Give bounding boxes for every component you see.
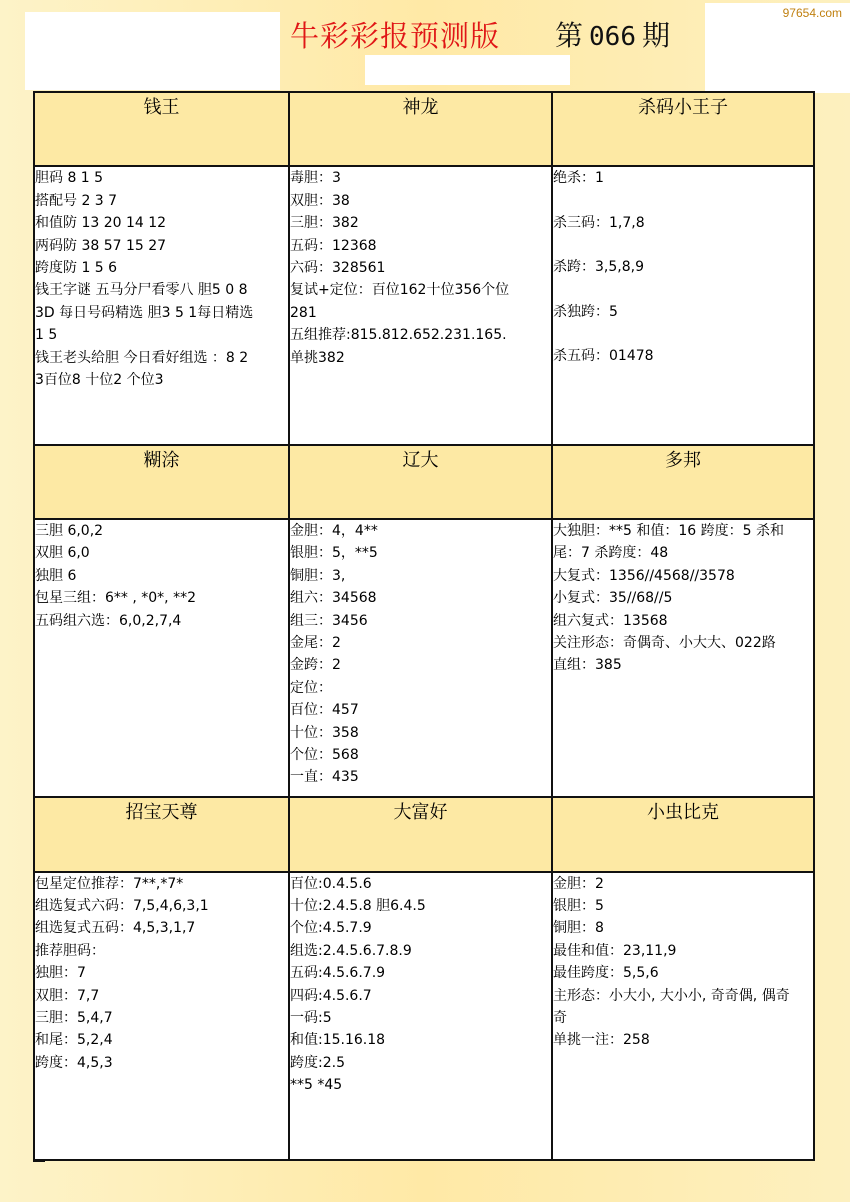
section-title: 大富好 — [289, 797, 552, 871]
section-content — [289, 166, 552, 444]
content-line: 独胆：7 — [35, 965, 86, 982]
content-line: 六码：328561 — [290, 259, 386, 276]
content-line: 双胆 6,0 — [35, 545, 90, 562]
spacer — [553, 234, 813, 256]
section-content — [552, 166, 814, 444]
content-line: 单挑382 — [290, 349, 345, 366]
content-line: 大复式：1356//4568//3578 — [553, 567, 735, 584]
content-line: 单挑一注：258 — [553, 1032, 650, 1049]
section-title: 钱王 — [34, 92, 289, 166]
content-line: 定位： — [290, 679, 332, 696]
content-line: 组六：34568 — [290, 590, 377, 607]
section-content — [289, 519, 552, 797]
content-line: 小复式：35//68//5 — [553, 590, 673, 607]
content-line: 一码:5 — [290, 1010, 332, 1027]
content-line: 个位：568 — [290, 747, 359, 764]
content-line: 和值:15.16.18 — [290, 1032, 386, 1049]
section-content — [34, 872, 289, 1160]
page-title: 牛彩彩报预测版 — [290, 19, 501, 53]
content-line: 银胆：5 — [553, 898, 604, 915]
content-line: 尾：7 杀跨度：48 — [553, 545, 669, 562]
issue-prefix: 第 — [555, 19, 584, 52]
content-line: 包星定位推荐：7**,*7* — [35, 875, 184, 892]
content-line: 五组推荐:815.812.652.231.165. — [290, 327, 507, 344]
content-row — [34, 872, 814, 1160]
section-content — [289, 872, 552, 1160]
content-row — [34, 166, 814, 444]
content-line: 最佳和值：23,11,9 — [553, 942, 677, 959]
content-line: 杀三码：1,7,8 — [553, 214, 645, 231]
content-line: 金尾：2 — [290, 635, 341, 652]
content-line: 铜胆：3, — [290, 567, 346, 584]
section-content — [552, 519, 814, 797]
content-line: 金跨：2 — [290, 657, 341, 674]
spacer — [553, 190, 813, 212]
blank-area-left — [25, 12, 280, 90]
content-line: 组三：3456 — [290, 612, 368, 629]
content-line: 组选:2.4.5.6.7.8.9 — [290, 942, 412, 959]
spacer — [553, 279, 813, 301]
prediction-grid — [33, 91, 815, 1161]
page-edge-mark — [33, 1160, 45, 1168]
content-line: 三胆：5,4,7 — [35, 1010, 113, 1027]
content-line: 独胆 6 — [35, 567, 77, 584]
section-content — [552, 872, 814, 1160]
content-line: 推荐胆码： — [35, 942, 105, 959]
content-line: 1 5 — [35, 327, 58, 344]
content-line: 胆码 8 1 5 — [35, 170, 104, 187]
content-line: 3D 每日号码精选 胆3 5 1每日精选 — [35, 304, 254, 321]
content-line: 金胆：2 — [553, 875, 604, 892]
content-line: 跨度:2.5 — [290, 1054, 345, 1071]
header-row — [34, 92, 814, 166]
content-line: 绝杀：1 — [553, 170, 604, 187]
content-line: 钱王老头给胆 今日看好组选 ：8 2 — [35, 349, 249, 366]
content-line: 个位:4.5.7.9 — [290, 920, 372, 937]
content-line: 钱王字谜 五马分尸看零八 胆5 0 8 — [35, 282, 248, 299]
content-line: 金胆：4，4** — [290, 522, 378, 539]
issue-suffix: 期 — [641, 19, 670, 52]
content-line: 复试+定位：百位162十位356个位 — [290, 282, 510, 299]
content-line: **5 *45 — [290, 1077, 343, 1094]
content-line: 两码防 38 57 15 27 — [35, 237, 167, 254]
content-line: 十位：358 — [290, 724, 359, 741]
section-title: 多邦 — [552, 445, 814, 519]
content-line: 双胆：7,7 — [35, 987, 100, 1004]
content-line: 铜胆：8 — [553, 920, 604, 937]
blank-area-center — [365, 55, 570, 85]
content-line: 3百位8 十位2 个位3 — [35, 372, 164, 388]
section-title: 辽大 — [289, 445, 552, 519]
content-line: 跨度：4,5,3 — [35, 1054, 113, 1071]
content-line: 最佳跨度：5,5,6 — [553, 965, 659, 982]
content-line: 五码：12368 — [290, 237, 377, 254]
content-line: 银胆：5，**5 — [290, 545, 378, 562]
watermark: 97654.com — [782, 6, 842, 20]
section-title: 招宝天尊 — [34, 797, 289, 871]
content-line: 百位：457 — [290, 702, 359, 719]
content-line: 五码组六选：6,0,2,7,4 — [35, 612, 182, 629]
header-row — [34, 445, 814, 519]
content-line: 奇 — [553, 1010, 567, 1027]
section-title: 小虫比克 — [552, 797, 814, 871]
content-line: 大独胆：**5 和值：16 跨度：5 杀和 — [553, 522, 784, 539]
content-line: 组六复式：13568 — [553, 612, 668, 629]
section-title: 神龙 — [289, 92, 552, 166]
content-line: 十位:2.4.5.8 胆6.4.5 — [290, 898, 426, 915]
content-line: 三胆 6,0,2 — [35, 522, 104, 539]
content-line: 跨度防 1 5 6 — [35, 259, 118, 276]
content-line: 五码:4.5.6.7.9 — [290, 965, 386, 982]
section-content — [34, 519, 289, 797]
content-line: 双胆：38 — [290, 192, 350, 209]
content-line: 和尾：5,2,4 — [35, 1032, 113, 1049]
content-line: 四码:4.5.6.7 — [290, 987, 372, 1004]
issue-number: 066 — [589, 22, 636, 52]
content-line: 和值防 13 20 14 12 — [35, 215, 167, 232]
header-row — [34, 797, 814, 871]
content-line: 三胆：382 — [290, 215, 359, 232]
content-row — [34, 519, 814, 797]
section-title: 糊涂 — [34, 445, 289, 519]
content-line: 组选复式五码：4,5,3,1,7 — [35, 920, 196, 937]
content-line: 281 — [290, 304, 317, 321]
content-line: 杀独跨：5 — [553, 303, 618, 320]
section-title: 杀码小王子 — [552, 92, 814, 166]
content-line: 一直：435 — [290, 769, 359, 786]
content-line: 百位:0.4.5.6 — [290, 875, 372, 892]
content-line: 主形态：小大小, 大小小, 奇奇偶, 偶奇 — [553, 987, 790, 1004]
content-line: 杀五码：01478 — [553, 347, 654, 364]
content-line: 组选复式六码：7,5,4,6,3,1 — [35, 898, 209, 915]
section-content — [34, 166, 289, 444]
issue-label — [555, 14, 670, 54]
spacer — [553, 323, 813, 345]
content-line: 直组：385 — [553, 657, 622, 674]
content-line: 毒胆：3 — [290, 170, 341, 187]
content-line: 搭配号 2 3 7 — [35, 192, 118, 209]
content-line: 包星三组：6** , *0*, **2 — [35, 590, 196, 607]
content-line: 杀跨：3,5,8,9 — [553, 259, 644, 276]
content-line: 关注形态：奇偶奇、小大大、022路 — [553, 635, 776, 652]
